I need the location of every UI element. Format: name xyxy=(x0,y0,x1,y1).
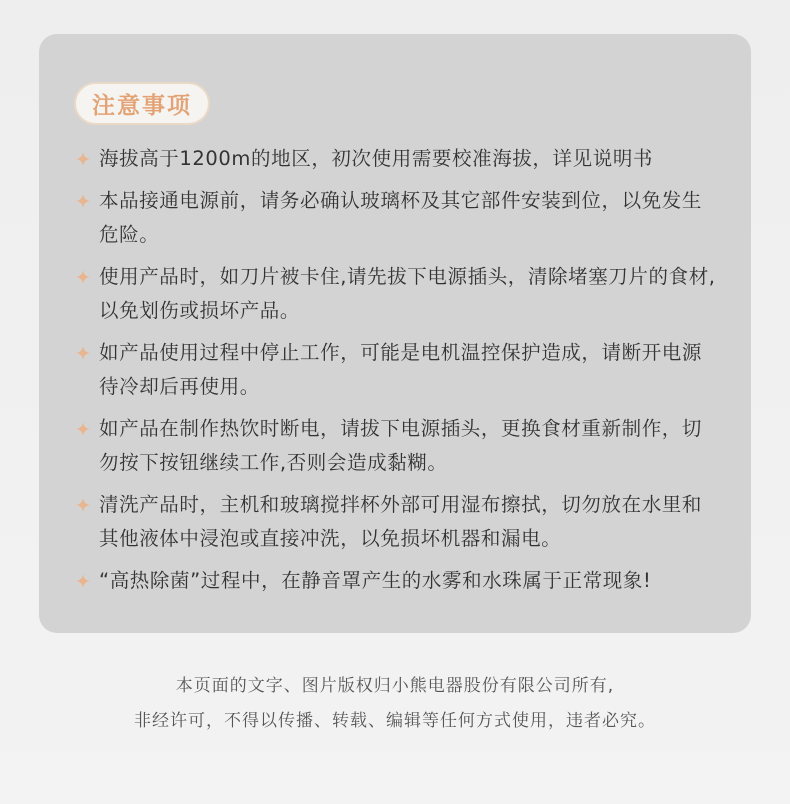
notice-item xyxy=(76,260,716,328)
notice-item xyxy=(76,336,716,404)
notice-item xyxy=(76,142,716,176)
notice-item-text: 如产品在制作热饮时断电，请拔下电源插头，更换食材重新制作，切勿按下按钮继续工作,否则会造成黏糊。 xyxy=(99,417,703,474)
notice-item-text: “高热除菌”过程中，在静音罩产生的水雾和水珠属于正常现象! xyxy=(99,569,652,592)
notice-title: 注意事项 xyxy=(74,82,210,125)
sparkle-icon xyxy=(76,336,99,370)
copyright-footer xyxy=(0,669,790,739)
notice-card xyxy=(39,34,751,633)
notice-item-text: 本品接通电源前，请务必确认玻璃杯及其它部件安装到位，以免发生危险。 xyxy=(99,189,703,246)
copyright-line-1: 本页面的文字、图片版权归小熊电器股份有限公司所有, xyxy=(175,676,615,696)
notice-item xyxy=(76,564,716,598)
copyright-line-2: 非经许可，不得以传播、转载、编辑等任何方式使用，违者必究。 xyxy=(134,711,656,731)
sparkle-icon xyxy=(76,260,99,294)
notice-item-text: 海拔高于1200m的地区，初次使用需要校准海拔，详见说明书 xyxy=(99,147,654,170)
notice-item xyxy=(76,412,716,480)
sparkle-icon xyxy=(76,564,99,598)
sparkle-icon xyxy=(76,142,99,176)
notice-item-text: 清洗产品时，主机和玻璃搅拌杯外部可用湿布擦拭，切勿放在水里和其他液体中浸泡或直接冲洗，以免损坏机器和漏电。 xyxy=(99,493,703,550)
notice-item-text: 使用产品时，如刀片被卡住,请先拔下电源插头，清除堵塞刀片的食材,以免划伤或损坏产品。 xyxy=(99,265,716,322)
sparkle-icon xyxy=(76,412,99,446)
sparkle-icon xyxy=(76,184,99,218)
sparkle-icon xyxy=(76,488,99,522)
notice-list xyxy=(76,142,716,606)
notice-item-text: 如产品使用过程中停止工作，可能是电机温控保护造成，请断开电源待冷却后再使用。 xyxy=(99,341,703,398)
notice-item xyxy=(76,488,716,556)
notice-item xyxy=(76,184,716,252)
